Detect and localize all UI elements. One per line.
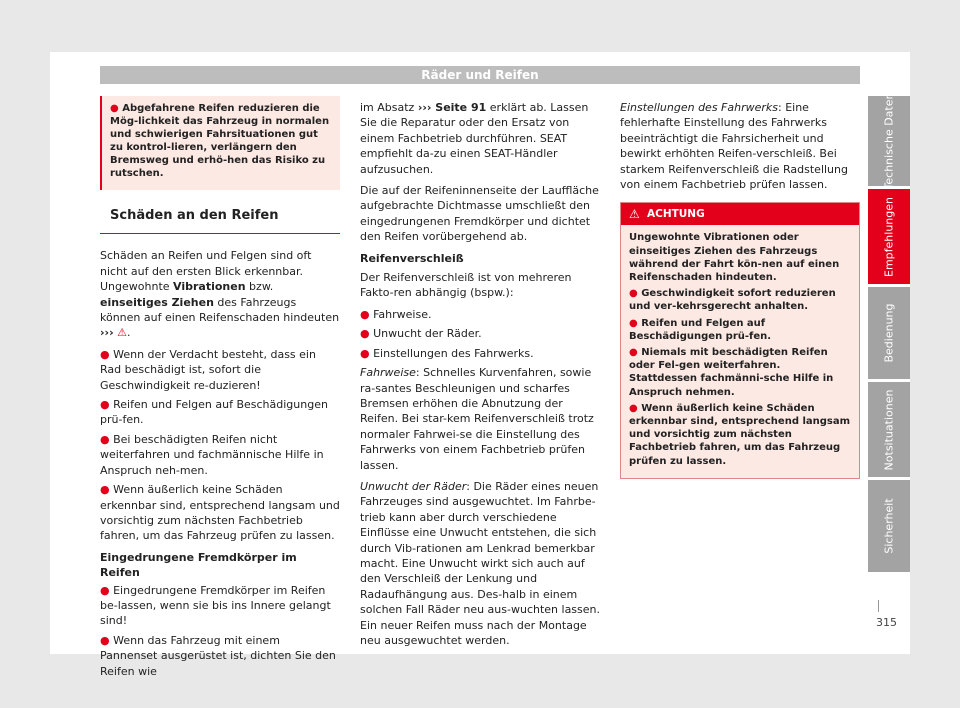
- list-item-text: Bei beschädigten Reifen nicht weiterfahren und fachmännische Hilfe in Anspruch neh-men.: [100, 432, 324, 477]
- column-3: [620, 100, 860, 479]
- page-number: 315: [876, 616, 897, 629]
- list-item: [360, 326, 602, 341]
- text: erklärt ab. Lassen Sie die Reparatur oder den Ersatz von einem Fachbetrieb durchführen. SEAT empfiehlt da-zu einen SEAT-Händler aufzusuchen.: [360, 101, 589, 176]
- list-item-text: Reifen und Felgen auf Beschädigungen prü-fen.: [100, 398, 328, 427]
- intro-warning-box: [100, 96, 340, 190]
- list-item: [360, 346, 602, 361]
- paragraph: Schäden an Reifen und Felgen sind oft nicht auf den ersten Blick erkennbar. Ungewohnte Vibrationen bzw. einseitiges Ziehen des Fahrzeugs können auf einen Reifenschaden hindeuten ››› ⚠.: [100, 249, 340, 340]
- paragraph: [360, 100, 602, 177]
- bullet-icon: ●: [100, 432, 110, 446]
- list-item: [100, 583, 340, 629]
- warning-title: ACHTUNG: [647, 208, 705, 221]
- tab-sicherheit[interactable]: [868, 480, 910, 572]
- text: bzw.: [245, 280, 274, 294]
- warning-list-item: [629, 287, 851, 313]
- chapter-tabs: [868, 92, 910, 575]
- bullet-icon: ●: [110, 103, 119, 114]
- bullet-icon: ●: [360, 307, 370, 321]
- section-divider: [100, 233, 340, 234]
- warning-triangle-icon: ⚠: [629, 207, 640, 222]
- list-item: [100, 633, 340, 679]
- bullet-icon: ●: [100, 483, 110, 497]
- tab-notsituationen[interactable]: [868, 382, 910, 477]
- text-italic: Fahrweise: [360, 366, 416, 380]
- list-item-text: Wenn das Fahrzeug mit einem Pannenset ausgerüstet ist, dichten Sie den Reifen wie: [100, 633, 336, 678]
- list-item-text: Wenn äußerlich keine Schäden erkennbar sind, entsprechend langsam und vorsichtig zum nächsten Fachbetrieb fahren, um das Fahrzeug prüfen zu lassen.: [629, 402, 851, 467]
- arrow-ref-icon[interactable]: ›››: [100, 326, 114, 340]
- bullet-icon: ●: [629, 288, 638, 300]
- bullet-icon: ●: [100, 347, 110, 361]
- list-item-text: Eingedrungene Fremdkörper im Reifen be-lassen, wenn sie bis ins Innere gelangt sind!: [100, 583, 331, 628]
- column-1: [100, 96, 340, 683]
- text-italic: Einstellungen des Fahrwerks: [620, 101, 778, 114]
- bullet-icon: ●: [100, 398, 110, 412]
- text: : Eine fehlerhafte Einstellung des Fahrwerks beeinträchtigt die Fahrsicherheit und bewirkt erhöhten Reifen-verschleiß. Bei starkem Reifenverschleiß die Radstellung von einem Fachbetrieb prüfen lassen.: [620, 101, 848, 192]
- tab-label: Technische Daten: [882, 92, 896, 190]
- list-item: [100, 347, 340, 393]
- column-2: [360, 100, 602, 654]
- tab-label: Notsituationen: [882, 389, 896, 470]
- list-item-text: Einstellungen des Fahrwerks.: [373, 346, 534, 360]
- paragraph: [620, 100, 860, 192]
- warning-list-item: [629, 317, 851, 343]
- list-item-text: Reifen und Felgen auf Beschädigungen prü-fen.: [629, 317, 772, 342]
- tab-label: Empfehlungen: [882, 196, 896, 277]
- list-item-text: Niemals mit beschädigten Reifen oder Fel-gen weiterfahren. Stattdessen fachmänni-sche Hilfe in Anspruch nehmen.: [629, 347, 834, 398]
- text: des Fahrzeugs können auf einen Reifenschaden hindeuten: [100, 295, 340, 325]
- text: Schäden an Reifen und Felgen sind oft nicht auf den ersten Blick erkennbar. Ungewohnte: [100, 249, 312, 294]
- warning-list-item: [629, 346, 851, 399]
- warning-intro: Ungewohnte Vibrationen oder einseitiges Ziehen des Fahrzeugs während der Fahrt kön-nen auf einen Reifenschaden hindeuten.: [629, 232, 840, 284]
- list-item-text: Fahrweise.: [373, 307, 432, 321]
- text: : Die Räder eines neuen Fahrzeuges sind ausgewuchtet. Im Fahrbe-trieb kann aber durch verschiedene Einflüsse eine Unwucht entstehen, die sich durch Vib-rationen am Lenkrad bemerkbar macht. Eine Unwucht wirkt sich auch auf den Verschleiß der Lenkung und Radaufhängung aus. Des-halb in einem solchen Fall Räder neu aus-wuchten lassen. Ein neuer Reifen muss nach der Montage neu ausgewuchtet werden.: [360, 479, 601, 647]
- warning-body: [621, 225, 859, 477]
- text: im Absatz: [360, 101, 418, 114]
- paragraph: [360, 365, 602, 473]
- text: : Schnelles Kurvenfahren, sowie ra-santes Beschleunigen und scharfes Bremsen erhöhen die Abnutzung der Reifen. Bei star-kem Reifenverschleiß trotz normaler Fahrwei-se die Einstellung des Fahrwerks von einem Fachbetrieb prüfen lassen.: [360, 366, 594, 472]
- warning-triangle-icon: ⚠: [117, 326, 127, 340]
- list-item: [360, 307, 602, 322]
- subsection-title: Eingedrungene Fremdkörper im Reifen: [100, 550, 297, 580]
- list-item: [100, 432, 340, 478]
- list-item-text: Wenn äußerlich keine Schäden erkennbar sind, entsprechend langsam und vorsichtig zum nächsten Fachbetrieb fahren, um das Fahrzeug prüfen zu lassen.: [100, 483, 340, 543]
- bullet-icon: ●: [100, 633, 110, 647]
- list-item-text: Geschwindigkeit sofort reduzieren und ver-kehrsgerecht anhalten.: [629, 288, 836, 313]
- bullet-icon: ●: [629, 317, 638, 329]
- tab-label: Sicherheit: [882, 498, 896, 554]
- tab-bedienung[interactable]: [868, 287, 910, 379]
- bullet-icon: ●: [360, 346, 370, 360]
- tab-empfehlungen[interactable]: [868, 189, 910, 284]
- section-title: Schäden an den Reifen: [110, 208, 279, 223]
- text-bold: einseitiges Ziehen: [100, 295, 214, 309]
- warning-list-item: [629, 402, 851, 468]
- bullet-icon: ●: [100, 583, 110, 597]
- text-italic: Unwucht der Räder: [360, 479, 467, 493]
- warning-header: [621, 203, 859, 225]
- paragraph: Die auf der Reifeninnenseite der Lauffläche aufgebrachte Dichtmasse umschließt den eingedrungenen Fremdkörper und dichtet den Reifen vorübergehend ab.: [360, 184, 599, 244]
- subsection-title: Reifenverschleiß: [360, 251, 464, 265]
- text-bold: Vibrationen: [173, 280, 246, 294]
- list-item-text: Wenn der Verdacht besteht, dass ein Rad beschädigt ist, sofort die Geschwindigkeit re-duzieren!: [100, 347, 316, 392]
- bullet-icon: ●: [629, 402, 638, 414]
- warning-box: [620, 202, 860, 478]
- page-header: Räder und Reifen: [100, 66, 860, 84]
- list-item-text: Unwucht der Räder.: [373, 327, 482, 341]
- paragraph: [360, 479, 602, 648]
- paragraph: Der Reifenverschleiß ist von mehreren Fakto-ren abhängig (bspw.):: [360, 271, 572, 300]
- list-item: [100, 482, 340, 544]
- bullet-icon: ●: [629, 347, 638, 359]
- page-number-divider: [878, 600, 879, 612]
- page-reference-link[interactable]: ››› Seite 91: [417, 101, 487, 114]
- list-item: [100, 397, 340, 428]
- tab-label: Bedienung: [882, 303, 896, 363]
- bullet-icon: ●: [360, 327, 370, 341]
- intro-bullet-text: Abgefahrene Reifen reduzieren die Mög-lichkeit das Fahrzeug in normalen und schwierigen Fahrsituationen gut zu kontrol-lieren, verlängern den Bremsweg und erhö-hen das Risiko zu rutschen.: [110, 103, 330, 179]
- tab-technische-daten[interactable]: [868, 92, 910, 190]
